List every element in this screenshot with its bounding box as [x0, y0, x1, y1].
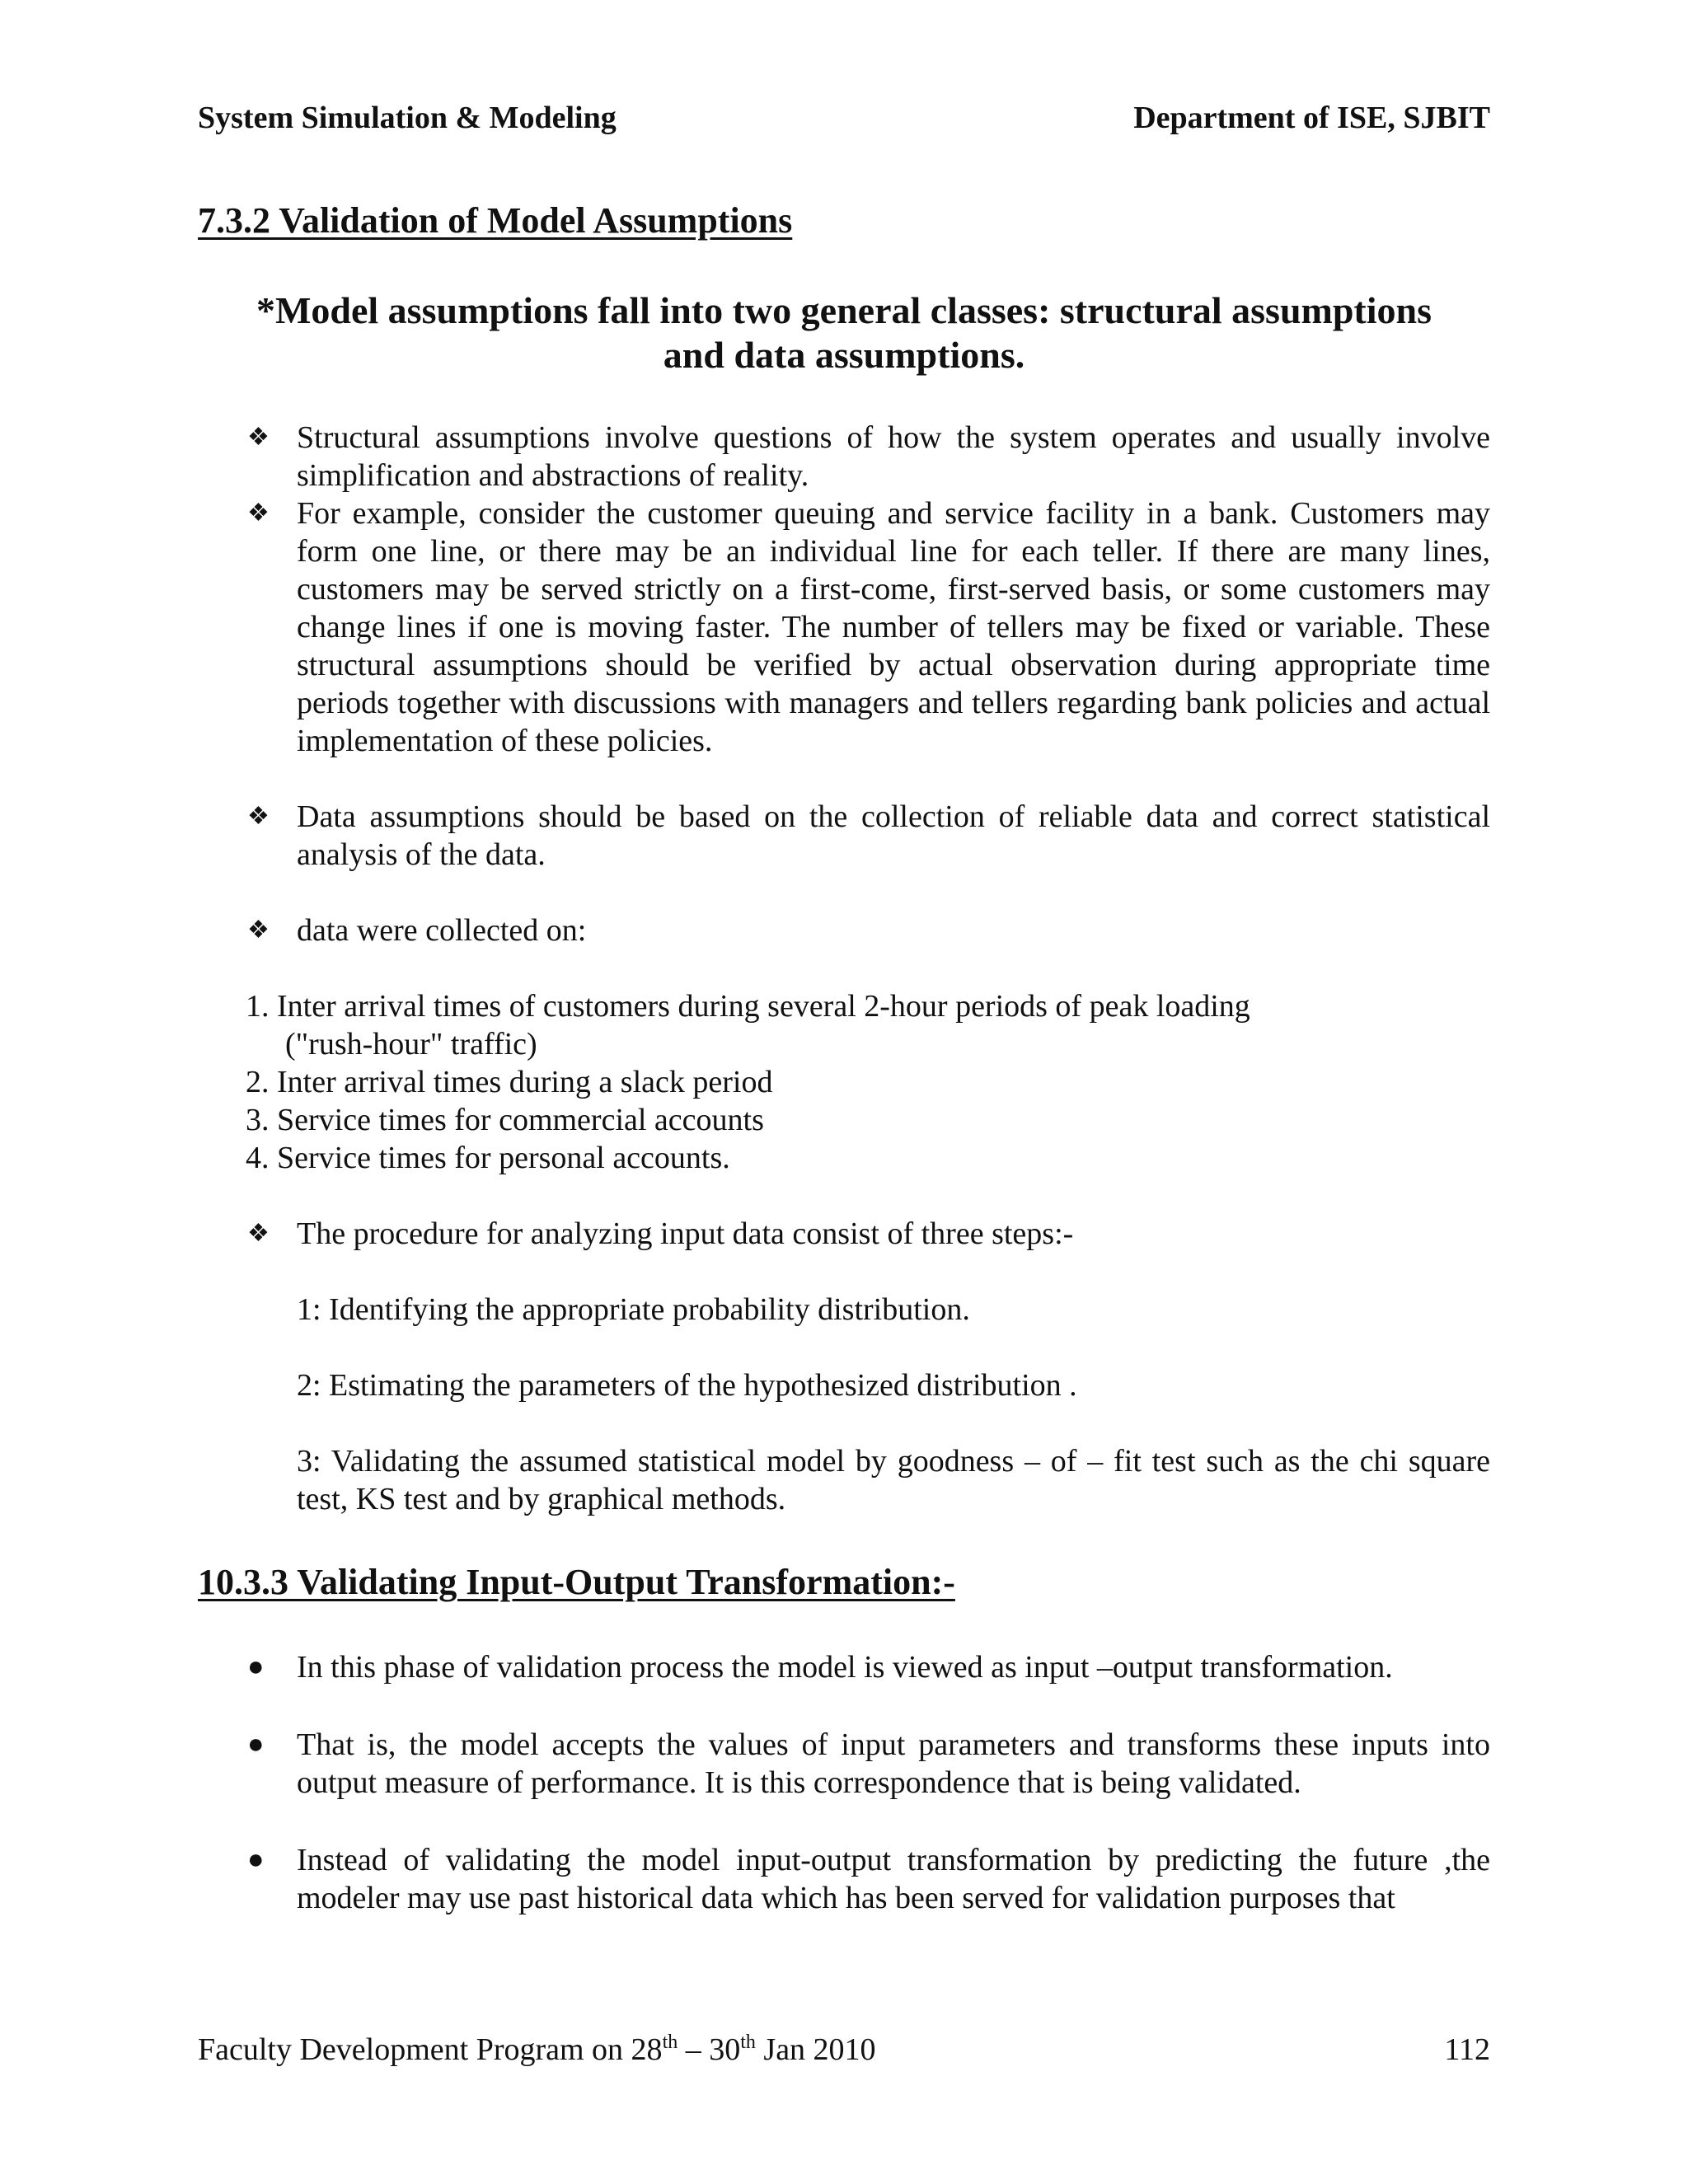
- round-bullet-icon: ●: [247, 1729, 265, 1760]
- four-diamond-bullet-icon: ❖: [247, 916, 270, 944]
- four-diamond-bullet-icon: ❖: [247, 1220, 270, 1247]
- list-item-continuation: ("rush-hour" traffic): [285, 1027, 537, 1062]
- page-header: [198, 97, 1490, 138]
- list-item: 1. Inter arrival times of customers during several 2-hour periods of peak loading: [246, 989, 1250, 1024]
- header-department: Department of ISE, SJBIT: [1133, 101, 1490, 135]
- page-number: 112: [1444, 2032, 1490, 2067]
- four-diamond-bullet-icon: ❖: [247, 424, 270, 451]
- bullet-data-collected: ❖ data were collected on:: [247, 913, 587, 948]
- round-bullet-icon: ●: [247, 1844, 265, 1875]
- intro-statement: *Model assumptions fall into two general classes: structural assumptions and data assumptions.: [256, 289, 1432, 376]
- four-diamond-bullet-icon: ❖: [247, 499, 270, 527]
- bullet-io-correspondence: ● That is, the model accepts the values of input parameters and transforms these inputs into output measure of performance. It is this correspondence that is being validated.: [247, 1727, 1490, 1800]
- collected-data-list: [246, 987, 1490, 1177]
- section-title-input-output-transformation: 10.3.3 Validating Input-Output Transformation:-: [198, 1562, 955, 1602]
- header-course-title: System Simulation & Modeling: [198, 101, 617, 135]
- page-footer: [198, 2029, 1490, 2070]
- list-item: 4. Service times for personal accounts.: [246, 1141, 730, 1175]
- round-bullet-icon: ●: [247, 1652, 265, 1682]
- bullet-structural-assumptions: ❖ Structural assumptions involve questions of how the system operates and usually involve simplification and abstractions of reality.: [247, 420, 1490, 493]
- procedure-step-3: 3: Validating the assumed statistical model by goodness – of – fit test such as the chi square test, KS test and by graphical methods.: [297, 1444, 1490, 1516]
- bullet-io-phase: ● In this phase of validation process the model is viewed as input –output transformation.: [247, 1650, 1393, 1685]
- bullet-procedure: ❖ The procedure for analyzing input data consist of three steps:-: [247, 1216, 1074, 1251]
- footer-program-text: Faculty Development Program on 28th – 30th Jan 2010: [198, 2032, 876, 2067]
- procedure-step-2: 2: Estimating the parameters of the hypothesized distribution .: [297, 1368, 1077, 1403]
- bullet-bank-example: ❖ For example, consider the customer queuing and service facility in a bank. Customers may form one line, or there may be an individual line for each teller. If there are many lines, customers may be served strictly on a first-come, first-served basis, or some customers may change lines if one is moving faster. The number of tellers may be fixed or variable. These structural assumptions should be verified by actual observation during appropriate time periods together with discussions with managers and tellers regarding bank policies and actual implementation of these policies.: [247, 496, 1490, 758]
- procedure-step-1: 1: Identifying the appropriate probability distribution.: [297, 1292, 970, 1327]
- bullet-io-historical-data: ● Instead of validating the model input-output transformation by predicting the future ,the modeler may use past historical data which has been served for validation purposes that: [247, 1843, 1490, 1915]
- list-item: 3. Service times for commercial accounts: [246, 1103, 764, 1137]
- list-item: 2. Inter arrival times during a slack period: [246, 1065, 773, 1099]
- bullet-data-assumptions: ❖ Data assumptions should be based on the collection of reliable data and correct statistical analysis of the data.: [247, 799, 1490, 872]
- section-title-model-assumptions: 7.3.2 Validation of Model Assumptions: [198, 200, 793, 241]
- four-diamond-bullet-icon: ❖: [247, 803, 270, 830]
